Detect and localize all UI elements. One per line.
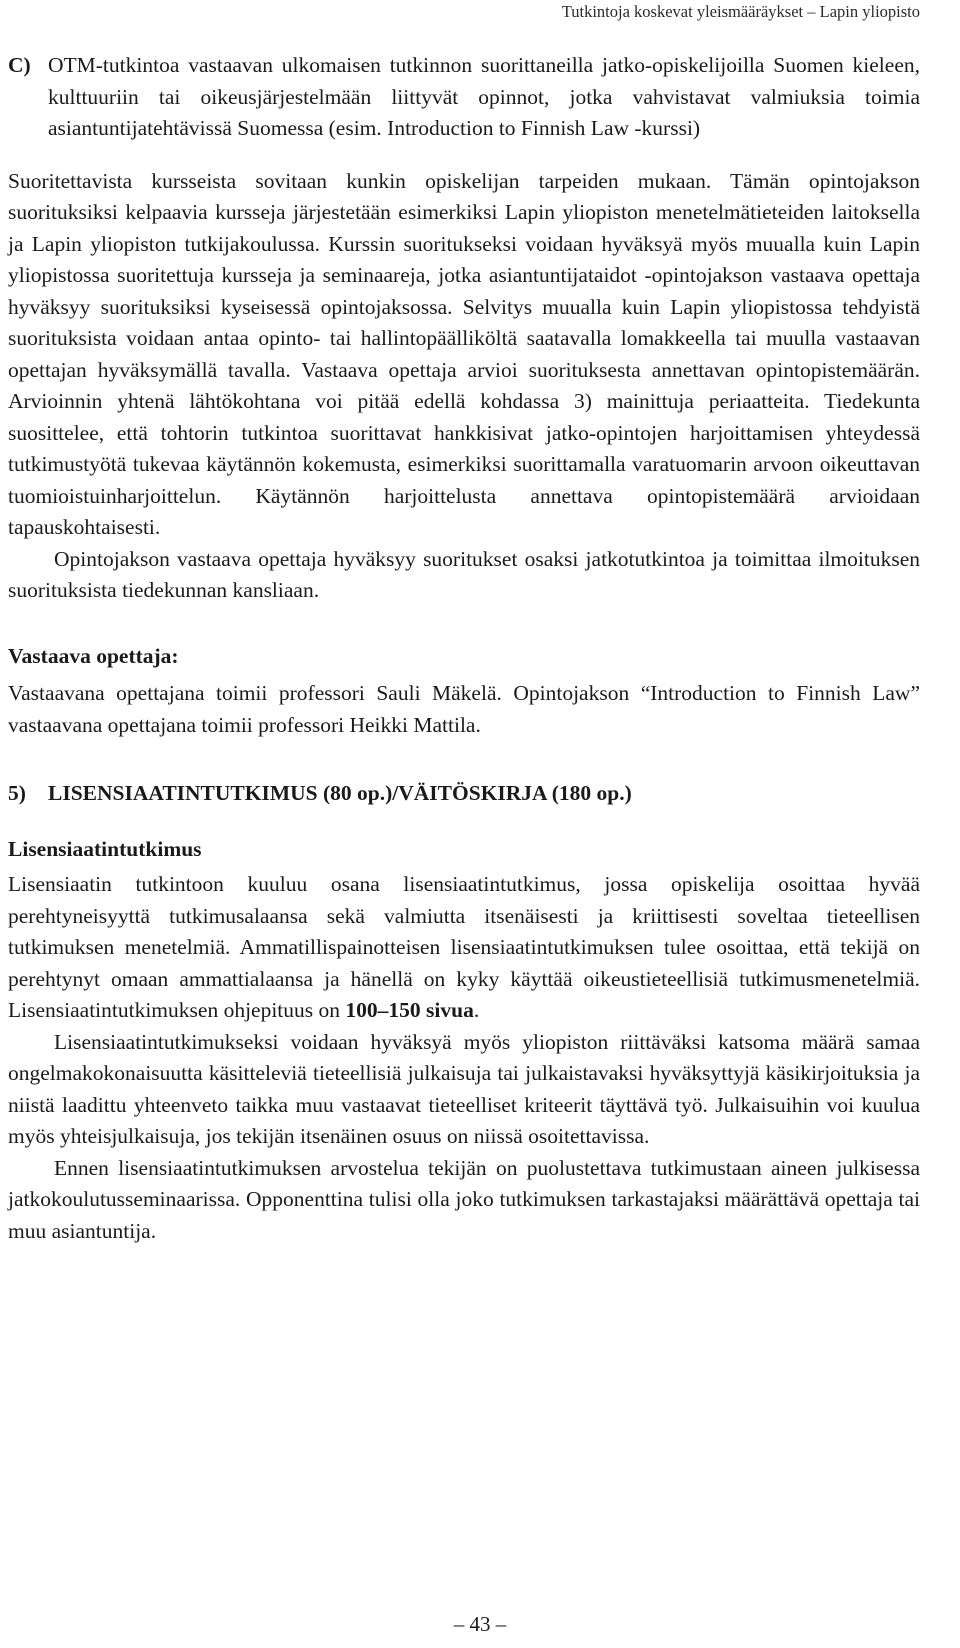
running-header: Tutkintoja koskevat yleismääräykset – Lapin yliopisto xyxy=(561,2,920,21)
list-item-c xyxy=(8,50,920,145)
page-number: – 43 – xyxy=(453,1612,507,1636)
page-length-value: 100–150 sivua xyxy=(345,998,474,1022)
section-title: LISENSIAATINTUTKIMUS (80 op.)/VÄITÖSKIRJA (180 op.) xyxy=(48,781,632,805)
section-number: 5) xyxy=(8,781,26,805)
licentiate-heading: Lisensiaatintutkimus xyxy=(8,836,202,861)
licentiate-paragraph-2: Lisensiaatintutkimukseksi voidaan hyväksyä myös yliopiston riittäväksi katsoma määrä samaa ongelmakokonaisuutta käsitteleviä tieteellisiä julkaisuja tai julkaistavaksi hyväksyttyjä käsikirjoituksia ja niistä laadittu yhteenveto taikka muu vastaavat tieteelliset kriteerit täyttävä työ. Julkaisuihin voi kuulua myös yhteisjulkaisuja, jos tekijän itsenäinen osuus on niissä osoitettavissa. xyxy=(8,1029,920,1148)
responsible-teacher-heading: Vastaava opettaja: xyxy=(8,643,179,668)
list-item-label: C) xyxy=(8,53,31,77)
licentiate-paragraph-1 xyxy=(8,869,920,1027)
section-5-heading xyxy=(8,778,920,810)
paragraph-courses: Suoritettavista kursseista sovitaan kunkin opiskelijan tarpeiden mukaan. Tämän opintojakson suorituksiksi kelpaavia kursseja järjestetään esimerkiksi Lapin yliopiston menetelmätieteiden laitoksella ja Lapin yliopiston tutkijakoulussa. Kurssin suoritukseksi voidaan hyväksyä myös muualla kuin Lapin yliopistossa suoritettuja kursseja ja seminaareja, jotka asiantuntijataidot -opintojakson vastaava opettaja hyväksyy suorituksiksi kyseisessä opintojaksossa. Selvitys muualla kuin Lapin yliopistossa tehdyistä suorituksista voidaan antaa opinto- tai hallintopäälliköltä saatavalla lomakkeella tai muulla vastaavan opettajan hyväksymällä tavalla. Vastaava opettaja arvioi suorituksesta annettavan opintopistemäärän. Arvioinnin yhtenä lähtökohtana voi pitää edellä kohdassa 3) mainittuja periaatteita. Tiedekunta suosittelee, että tohtorin tutkintoa suorittavat hankkisivat jatko-opintojen harjoittamisen yhteydessä tutkimustyötä tukevaa käytännön kokemusta, esimerkiksi suorittamalla varatuomarin arvoon oikeuttavan tuomioistuinharjoittelun. Käytännön harjoittelusta annettava opintopistemäärä arvioidaan tapauskohtaisesti. xyxy=(8,168,920,539)
document-page xyxy=(8,0,920,1247)
licentiate-paragraph-3: Ennen lisensiaatintutkimuksen arvostelua tekijän on puolustettava tutkimustaan aineen julkisessa jatkokoulutusseminaarissa. Opponenttina tulisi olla joko tutkimuksen tarkastajaksi määrättävä opettaja tai muu asiantuntija. xyxy=(8,1155,920,1243)
responsible-teacher-text: Vastaavana opettajana toimii professori Sauli Mäkelä. Opintojakson “Introduction to Finnish Law” vastaavana opettajana toimii professori Heikki Mattila. xyxy=(8,681,920,737)
sentence-end: . xyxy=(473,998,480,1022)
paragraph-acceptance: Opintojakson vastaava opettaja hyväksyy suoritukset osaksi jatkotutkintoa ja toimittaa ilmoituksen suorituksista tiedekunnan kansliaan. xyxy=(8,546,920,602)
list-item-text: OTM-tutkintoa vastaavan ulkomaisen tutkinnon suorittaneilla jatko-opiskelijoilla Suomen kieleen, kulttuuriin tai oikeusjärjestelmään liittyvät opinnot, jotka vahvistavat valmiuksia toimia asiantuntijatehtävissä Suomessa (esim. Introduction to Finnish Law -kurssi) xyxy=(48,53,920,140)
licentiate-paragraph-1-text: Lisensiaatin tutkintoon kuuluu osana lisensiaatintutkimus, jossa opiskelija osoittaa hyvää perehtyneisyyttä tutkimusalaansa sekä valmiutta itsenäisesti ja kriittisesti soveltaa tieteellisen tutkimuksen menetelmiä. Ammatillispainotteisen lisensiaatintutkimuksen tulee osoittaa, että tekijä on perehtynyt omaan ammattialaansa ja hänellä on kyky käyttää oikeustieteellisiä tutkimusmenetelmiä. Lisensiaatintutkimuksen ohjepituus on xyxy=(8,872,920,1022)
